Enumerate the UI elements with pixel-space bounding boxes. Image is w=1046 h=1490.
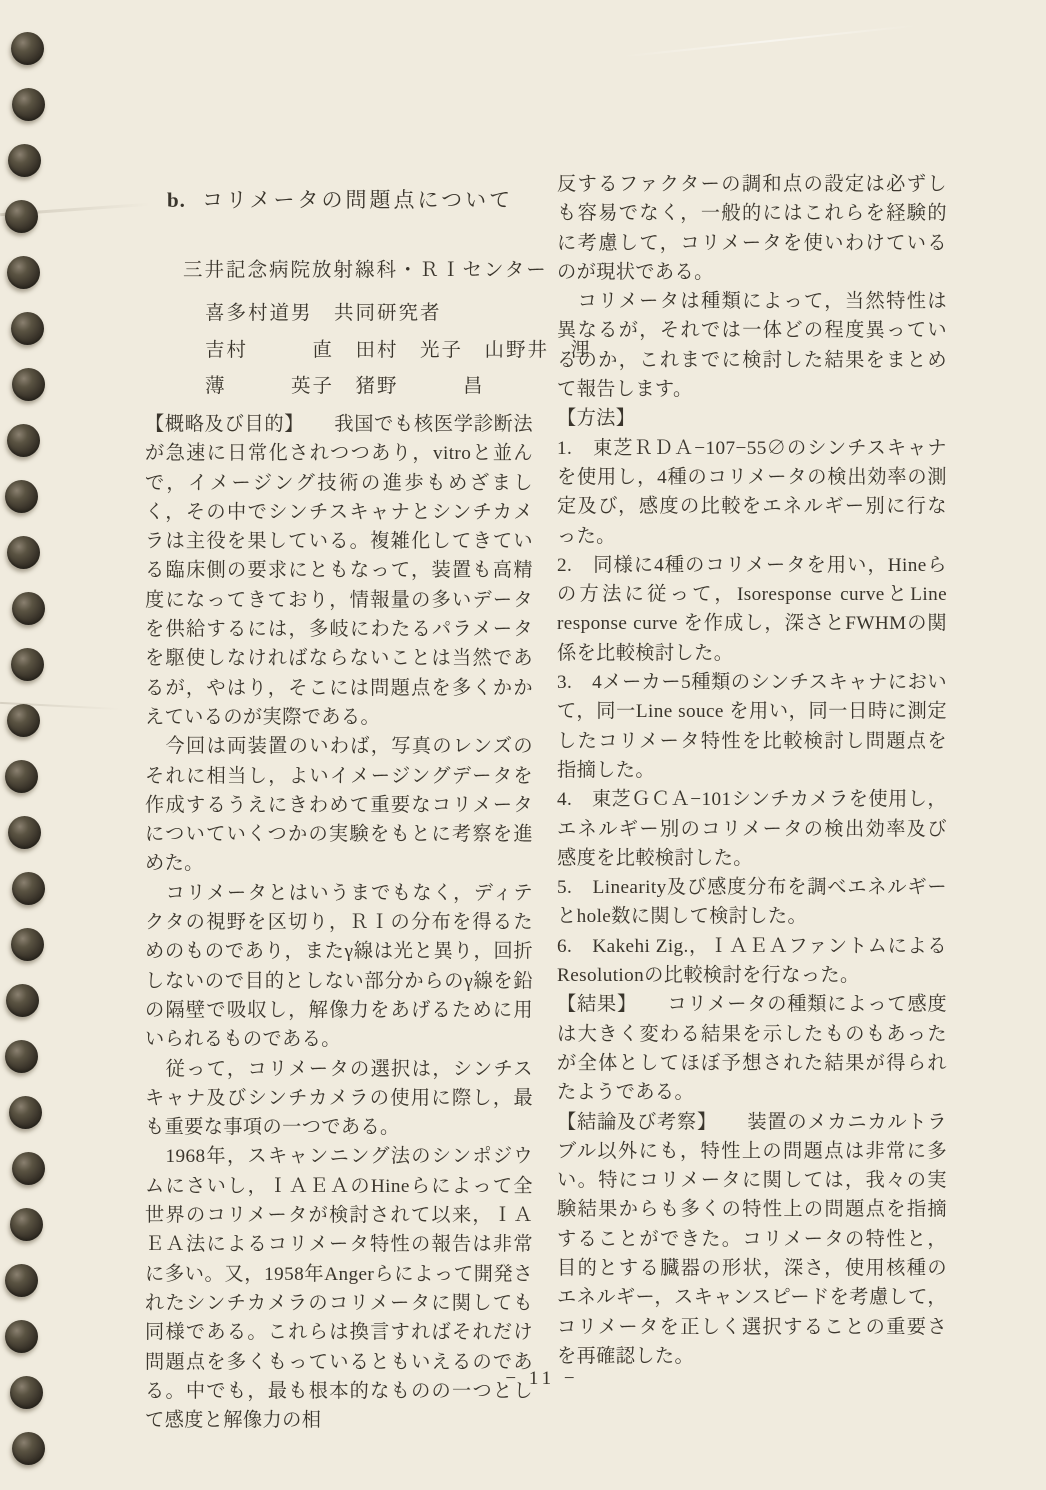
right-column [557,170,947,1371]
paragraph: コリメータとはいうまでもなく，ディテクタの視野を区切り，ＲＩの分布を得るためのものであり，またγ線は光と異り，回折しないので目的としない部分からのγ線を鉛の隔壁で吸収し，解像力をあげるために用いられるものである。 [145,882,533,1051]
byline [183,254,592,406]
binding-hole [11,928,44,961]
binding-hole [7,536,40,569]
paragraph: 4. 東芝ＧＣＡ−101シンチカメラを使用し，エネルギー別のコリメータの検出効率及び感度を比較検討した。 [557,789,947,869]
paragraph: 【結果】 コリメータの種類によって感度は大きく変わる結果を示したものもあったが全体としてほぼ予想された結果が得られたようである。 [557,994,947,1104]
author-list [183,296,592,406]
paragraph: 今回は両装置のいわば，写真のレンズのそれに相当し，よいイメージングデータを作成するうえにきわめて重要なコリメータについていくつかの実験をもとに考察を進めた。 [145,736,533,875]
paragraph: 6. Kakehi Zig.，ＩＡＥＡファントムによるResolutionの比較検討を行なった。 [557,935,947,987]
author-line: 吉村 直 田村 光子 山野井 浬 [205,339,593,361]
paragraph: 【方法】 [557,408,636,430]
left-column [145,410,533,1435]
paragraph: 【結論及び考察】 装置のメカニカルトラブル以外にも，特性上の問題点は非常に多い。特にコリメータに関しては，我々の実験結果からも多くの特性上の問題点を指摘することができた。コリメータの特性と，目的とする臓器の形状，深さ，使用核種のエネルギー，スキャンスピードを考慮して，コリメータを正しく選択することの重要さを再確認した。 [557,1111,947,1367]
paragraph: 反するファクターの調和点の設定は必ずしも容易でなく，一般的にはこれらを経験的に考慮して，コリメータを使いわけているのが現状である。 [557,174,947,283]
paragraph: コリメータは種類によって，当然特性は異なるが，それでは一体どの程度異っているのか，これまでに検討した結果をまとめて報告します。 [557,291,947,401]
paragraph: 1. 東芝ＲＤＡ−107−55∅のシンチスキャナを使用し，4種のコリメータの検出効率の測定及び，感度の比較をエネルギー別に行なった。 [557,437,947,547]
binding-hole [11,648,44,681]
author-line: 薄 英子 猪野 昌 [205,376,485,397]
section-label: b. [167,188,186,212]
paragraph: 従って，コリメータの選択は，シンチスキャナ及びシンチカメラの使用に際し，最も重要な事項の一つである。 [145,1058,533,1139]
title-text: コリメータの問題点について [201,188,514,212]
paragraph: 1968年，スキャンニング法のシンポジウムにさいし，ＩＡＥＡのHineらによって全世界のコリメータが検討されて以来，ＩＡＥＡ法によるコリメータ特性の報告は非常に多い。又，1958年Angerらによって開発されたシンチカメラのコリメータに関しても同様である。これらは換言すればそれだけ問題点を多くもっているともいえるのである。中でも，最も根本的なものの一つとして感度と解像力の相 [145,1146,533,1432]
binding-hole [12,592,45,625]
binding-hole [12,872,45,905]
binding-hole [11,32,44,65]
institution: 三井記念病院放射線科・ＲＩセンター [183,260,548,281]
paragraph: 2. 同様に4種のコリメータを用い，Hineらの方法に従って，Isoresponse curveとLine response curve を作成し，深さとFWHMの関係を比較検討した。 [557,554,947,664]
page-title [167,184,513,214]
binding-hole [5,1320,38,1353]
paragraph: 【概略及び目的】 我国でも核医学診断法が急速に日常化されつつあり，vitroと並んで，イメージング技術の進歩もめざましく，その中でシンチスキャナとシンチカメラは主役を果している。複雑化してきている臨床側の要求にともなって，装置も高精度になってきており，情報量の多いデータを供給するには，多岐にわたるパラメータを駆使しなければならないことは当然であるが，やはり，そこには問題点を多くかかえているのが実際である。 [145,414,533,728]
binding-hole [7,424,40,457]
binding-hole [8,144,41,177]
binding-hole [7,256,40,289]
paper-crease [621,24,920,57]
author-line: 喜多村道男 共同研究者 [205,303,442,324]
paragraph: 5. Linearity及び感度分布を調べエネルギーとhole数に関して検討した。 [557,877,947,928]
binding-hole [11,312,44,345]
binding-hole [12,88,45,121]
binding-hole [12,1152,45,1185]
binding-hole [5,480,38,513]
binding-hole [5,1264,38,1297]
binding-hole [12,1432,45,1465]
binding-hole [10,1208,43,1241]
binding-hole [7,704,40,737]
binding-hole [5,200,38,233]
binding-hole [5,760,38,793]
page-number: − 11 − [505,1368,579,1389]
binding-hole [12,368,45,401]
paragraph: 3. 4メーカー5種類のシンチスキャナにおいて，同一Line souce を用い，同一日時に測定したコリメータ特性を比較検討し問題点を指摘した。 [557,672,947,781]
binding-hole [8,816,41,849]
binding-hole [5,1040,38,1073]
binding-hole [6,984,39,1017]
binding-holes [0,0,70,1490]
binding-hole [9,1096,42,1129]
